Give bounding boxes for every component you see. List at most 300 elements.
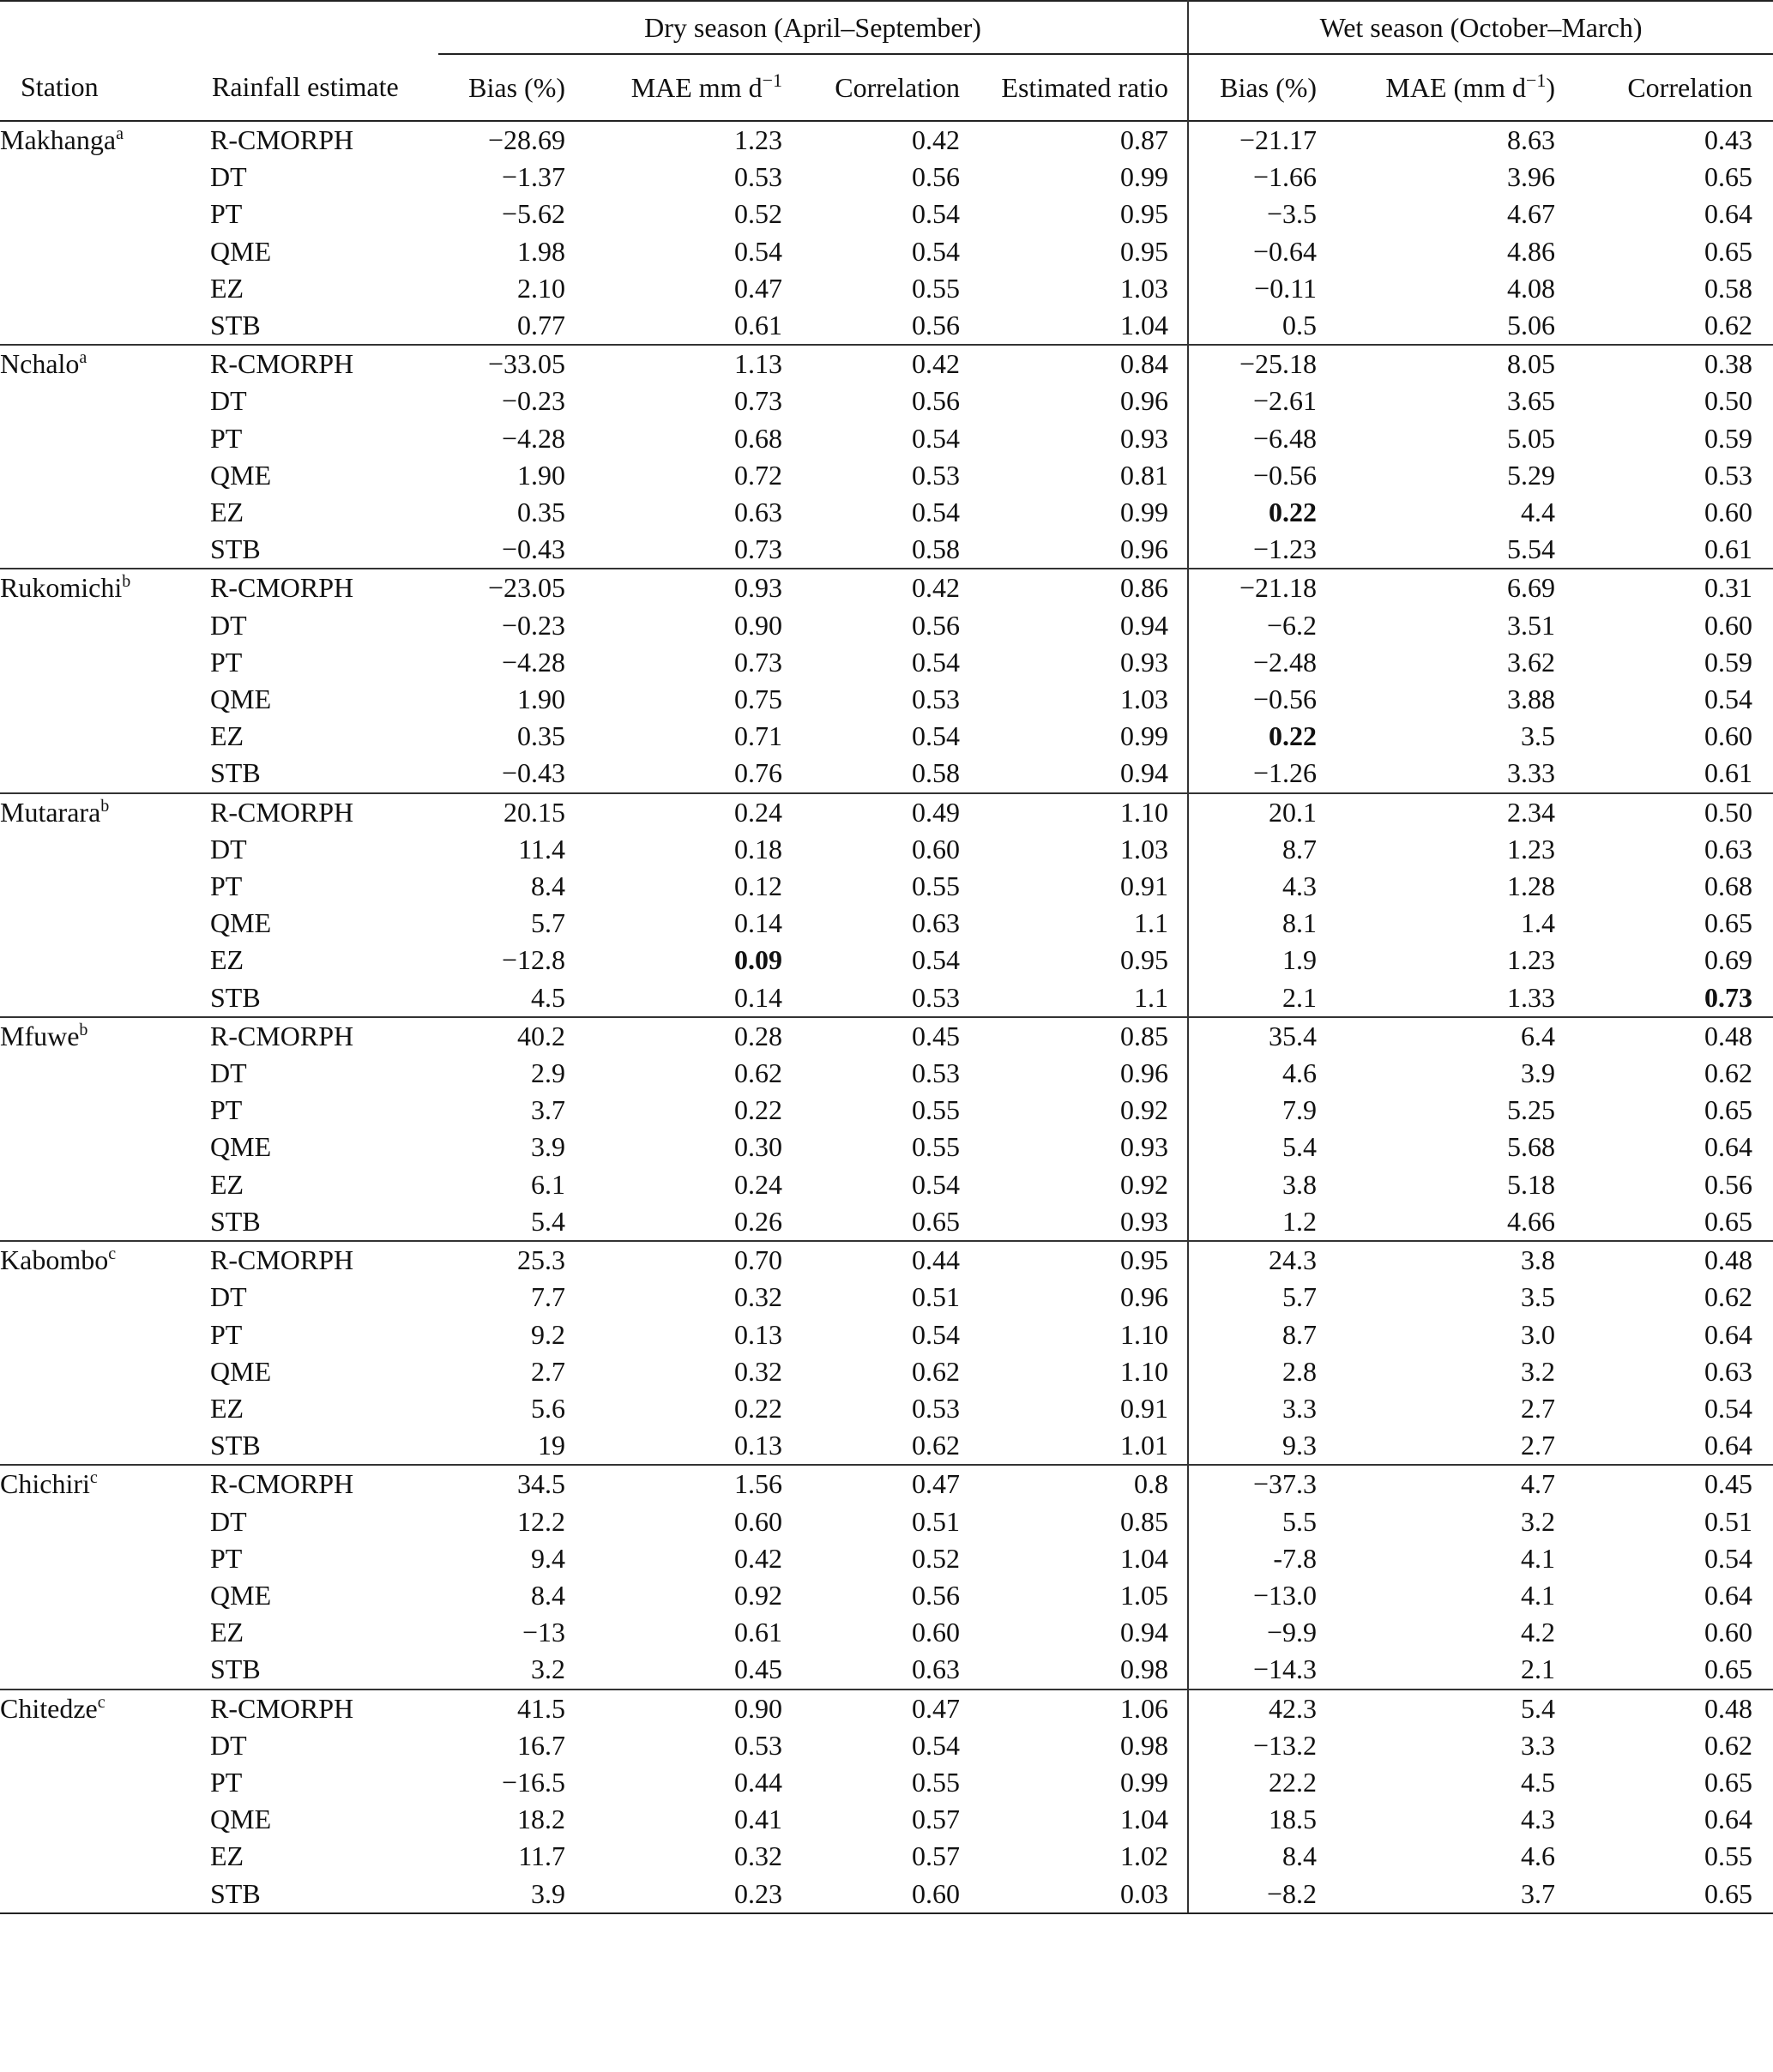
station-cell: [0, 1279, 210, 1316]
estimated-ratio-cell: 1.04: [1120, 1542, 1169, 1574]
station-cell: [0, 681, 210, 718]
station-label: Mfuwe: [0, 1020, 80, 1051]
estimated-ratio-cell: 0.91: [1120, 1392, 1169, 1424]
dry-mae-cell: 0.24: [734, 1168, 782, 1200]
dry-bias-header: Bias (%): [468, 71, 565, 103]
wet-bias-cell: 1.9: [1188, 942, 1317, 979]
dry-correlation-cell: 0.56: [912, 385, 960, 417]
wet-correlation-cell: 0.54: [1704, 684, 1753, 715]
dry-mae-cell: 0.62: [734, 1057, 782, 1089]
rainfall-estimate-cell: DT: [210, 609, 247, 641]
wet-bias-cell: 5.5: [1188, 1503, 1317, 1540]
estimated-ratio-cell: 0.87: [1120, 124, 1169, 155]
estimated-ratio-cell: 0.93: [960, 1203, 1188, 1241]
wet-mae-cell: 3.2: [1521, 1355, 1556, 1387]
wet-bias-cell: 4.3: [1188, 868, 1317, 905]
table-row: [0, 1316, 1773, 1353]
wet-bias-cell: 2.8: [1188, 1353, 1317, 1390]
wet-mae-cell: 1.4: [1521, 907, 1556, 939]
rainfall-estimate-cell: EZ: [210, 720, 244, 752]
station-cell: [0, 905, 210, 942]
station-cell: [0, 531, 210, 569]
dry-bias-cell: 3.2: [438, 1651, 565, 1689]
dry-mae-cell: 0.13: [734, 1318, 782, 1350]
estimated-ratio-cell: 0.86: [1120, 572, 1169, 604]
wet-bias-cell: 3.8: [1188, 1166, 1317, 1203]
table-row: [0, 1129, 1773, 1166]
table-row: [0, 1055, 1773, 1092]
dry-correlation-cell: 0.62: [782, 1427, 960, 1465]
estimated-ratio-cell: 0.96: [1120, 385, 1169, 417]
wet-mae-cell: 3.3: [1521, 1729, 1556, 1761]
dry-correlation-cell: 0.53: [782, 979, 960, 1017]
wet-correlation-cell: [1555, 979, 1773, 1017]
station-cell: [0, 1764, 210, 1801]
estimated-ratio-cell: 1.1: [1134, 907, 1169, 939]
rainfall-estimate-cell: PT: [210, 646, 243, 678]
wet-bias-cell: 1.2: [1188, 1203, 1317, 1241]
dry-correlation-cell: 0.55: [912, 870, 960, 902]
rainfall-estimate-cell: QME: [210, 1355, 272, 1387]
wet-bias-cell: −37.3: [1188, 1465, 1317, 1503]
dry-mae-cell: 0.92: [734, 1579, 782, 1611]
rainfall-estimate-cell: R-CMORPH: [210, 796, 354, 828]
dry-bias-cell: 3.9: [531, 1131, 565, 1163]
best-value: 0.22: [1269, 720, 1318, 752]
wet-bias-cell: −3.5: [1188, 196, 1317, 232]
table-row: [0, 307, 1773, 345]
dry-mae-cell: 0.13: [565, 1427, 782, 1465]
estimated-ratio-cell: 1.10: [1120, 1355, 1169, 1387]
wet-mae-cell: 5.18: [1507, 1168, 1556, 1200]
wet-correlation-cell: 0.31: [1704, 572, 1753, 604]
rainfall-estimate-cell: R-CMORPH: [210, 1692, 354, 1724]
best-value: 0.73: [1704, 981, 1753, 1013]
dry-correlation-cell: 0.42: [912, 572, 960, 604]
wet-correlation-cell: 0.60: [1704, 497, 1753, 528]
station-footnote-mark: c: [97, 1692, 106, 1712]
rainfall-estimate-cell: EZ: [210, 944, 244, 976]
wet-bias-cell: 0.5: [1188, 307, 1317, 345]
wet-bias-cell: 24.3: [1188, 1241, 1317, 1279]
station-cell: [0, 1055, 210, 1092]
station-cell: [0, 942, 210, 979]
station-footnote-mark: c: [89, 1468, 98, 1488]
dry-bias-cell: 5.6: [531, 1392, 565, 1424]
dry-mae-cell: 0.90: [734, 609, 782, 641]
table-row: [0, 1241, 1773, 1279]
wet-mae-cell: 1.23: [1507, 833, 1556, 864]
rainfall-estimate-cell: PT: [210, 422, 243, 454]
station-name: [0, 1468, 98, 1499]
dry-bias-cell: 40.2: [517, 1020, 565, 1051]
estimated-ratio-cell: 1.03: [1120, 272, 1169, 304]
dry-mae-cell: 0.90: [734, 1692, 782, 1724]
wet-mae-cell: 5.05: [1507, 422, 1556, 454]
station-cell: [0, 233, 210, 270]
wet-correlation-cell: 0.53: [1704, 459, 1753, 491]
wet-bias-cell: −2.48: [1188, 644, 1317, 681]
station-cell: [0, 1129, 210, 1166]
table-row: [0, 831, 1773, 868]
estimated-ratio-cell: 0.95: [1120, 1244, 1169, 1276]
dry-bias-cell: 0.35: [517, 497, 565, 528]
table-row: [0, 1353, 1773, 1390]
table-row: [0, 1279, 1773, 1316]
station-cell: [0, 159, 210, 196]
wet-bias-cell: −14.3: [1188, 1651, 1317, 1689]
wet-bias-cell: 2.1: [1188, 979, 1317, 1017]
dry-mae-cell: 0.72: [734, 459, 782, 491]
wet-mae-cell: 3.7: [1317, 1876, 1555, 1913]
dry-correlation-cell: 0.54: [912, 198, 960, 230]
blank-header-cell: [0, 1, 438, 54]
wet-correlation-cell: 0.45: [1704, 1468, 1753, 1500]
dry-correlation-cell: 0.42: [912, 124, 960, 155]
wet-bias-cell: 7.9: [1188, 1092, 1317, 1129]
wet-bias-cell: −1.23: [1188, 531, 1317, 569]
wet-bias-cell: −8.2: [1188, 1876, 1317, 1913]
dry-mae-cell: 0.52: [734, 198, 782, 230]
estimated-ratio-cell: 0.94: [1120, 1617, 1169, 1648]
estimated-ratio-cell: 0.95: [1120, 944, 1169, 976]
dry-bias-cell: 1.90: [517, 684, 565, 715]
wet-mae-cell: 3.62: [1507, 646, 1556, 678]
estimated-ratio-cell: 0.99: [1120, 1766, 1169, 1798]
dry-correlation-cell: 0.58: [782, 531, 960, 569]
dry-mae-cell: 0.32: [734, 1355, 782, 1387]
rainfall-estimate-cell: QME: [210, 1579, 272, 1611]
wet-mae-cell: 3.0: [1521, 1318, 1556, 1350]
dry-mae-cell: 0.24: [734, 796, 782, 828]
station-cell: [0, 1503, 210, 1540]
wet-correlation-cell: 0.68: [1704, 870, 1753, 902]
rainfall-estimate-cell: DT: [210, 1505, 247, 1537]
dry-bias-cell: −13: [522, 1617, 565, 1648]
station-cell: [0, 644, 210, 681]
estimated-ratio-cell: 0.96: [1120, 1281, 1169, 1313]
rainfall-estimate-cell: EZ: [210, 497, 244, 528]
station-footnote-mark: a: [116, 124, 124, 143]
station-name: [0, 1693, 106, 1724]
table-row: [0, 1614, 1773, 1651]
station-cell: [0, 1801, 210, 1838]
wet-mae-cell: 5.54: [1317, 531, 1555, 569]
dry-mae-cell: 0.73: [734, 646, 782, 678]
table-row: [0, 345, 1773, 382]
table-row: [0, 681, 1773, 718]
wet-bias-cell: −0.56: [1188, 457, 1317, 494]
rainfall-estimate-cell: EZ: [210, 1840, 244, 1872]
station-cell: [0, 1614, 210, 1651]
station-cell: [0, 755, 210, 792]
station-cell: [0, 382, 210, 419]
wet-correlation-cell: 0.62: [1704, 1729, 1753, 1761]
dry-correlation-cell: 0.51: [912, 1505, 960, 1537]
wet-mae-cell: 3.96: [1507, 161, 1556, 193]
dry-bias-cell: −12.8: [501, 944, 565, 976]
best-value: 0.09: [734, 944, 782, 976]
dry-bias-cell: 8.4: [531, 870, 565, 902]
rainfall-estimate-cell: DT: [210, 161, 247, 193]
rainfall-estimate-cell: QME: [210, 684, 272, 715]
wet-mae-cell: 4.7: [1521, 1468, 1556, 1500]
table-row: [0, 457, 1773, 494]
rainfall-estimate-cell: QME: [210, 235, 272, 267]
table-row: [0, 1690, 1773, 1727]
station-cell: [0, 1390, 210, 1427]
wet-correlation-cell: 0.65: [1704, 235, 1753, 267]
estimated-ratio-cell: 1.04: [960, 307, 1188, 345]
table-row: [0, 270, 1773, 307]
station-name: [0, 797, 109, 828]
dry-bias-cell: 20.15: [504, 796, 565, 828]
wet-bias-cell: −6.48: [1188, 420, 1317, 457]
station-cell: [0, 979, 210, 1017]
station-cell: [0, 1838, 210, 1875]
station-cell: [0, 793, 210, 831]
dry-correlation-cell: 0.42: [912, 348, 960, 380]
dry-mae-cell: 0.41: [734, 1804, 782, 1835]
wet-bias-cell: −6.2: [1188, 607, 1317, 644]
estimated-ratio-cell: 1.10: [1120, 796, 1169, 828]
dry-mae-cell: 0.14: [734, 907, 782, 939]
wet-correlation-cell: 0.65: [1555, 1651, 1773, 1689]
estimated-ratio-cell: 1.04: [1120, 1804, 1169, 1835]
table-row: [0, 420, 1773, 457]
estimated-ratio-cell: 1.06: [1120, 1692, 1169, 1724]
wet-correlation-cell: 0.61: [1555, 531, 1773, 569]
dry-mae-cell: 0.54: [734, 235, 782, 267]
dry-correlation-cell: 0.55: [912, 1131, 960, 1163]
dry-mae-cell: 0.53: [734, 161, 782, 193]
dry-mae-cell: 0.61: [565, 307, 782, 345]
estimated-ratio-cell: 0.92: [1120, 1168, 1169, 1200]
wet-mae-cell: 8.05: [1507, 348, 1556, 380]
dry-correlation-cell: 0.56: [912, 609, 960, 641]
table-row: [0, 1092, 1773, 1129]
station-cell: [0, 1540, 210, 1577]
table-row: [0, 233, 1773, 270]
wet-bias-cell: −21.17: [1188, 121, 1317, 159]
dry-correlation-cell: 0.57: [912, 1840, 960, 1872]
dry-bias-cell: −33.05: [487, 348, 565, 380]
dry-mae-cell: 0.71: [734, 720, 782, 752]
station-cell: [0, 1465, 210, 1503]
wet-mae-cell: 1.23: [1507, 944, 1556, 976]
wet-bias-cell: 5.4: [1188, 1129, 1317, 1166]
dry-mae-cell: 0.32: [734, 1281, 782, 1313]
table-row: [0, 1203, 1773, 1241]
wet-correlation-cell: 0.50: [1704, 796, 1753, 828]
station-cell: [0, 718, 210, 755]
dry-bias-cell: −0.23: [501, 609, 565, 641]
estimated-ratio-cell: 0.8: [1134, 1468, 1169, 1500]
dry-correlation-cell: 0.55: [912, 1094, 960, 1126]
dry-mae-cell: 0.73: [734, 385, 782, 417]
station-footnote-mark: c: [108, 1244, 117, 1264]
table-row: [0, 1838, 1773, 1875]
wet-correlation-cell: 0.64: [1704, 1804, 1753, 1835]
dry-mae-cell: 0.61: [734, 1617, 782, 1648]
dry-correlation-cell: 0.52: [912, 1542, 960, 1574]
wet-correlation-cell: 0.65: [1704, 1766, 1753, 1798]
dry-correlation-cell: 0.63: [782, 1651, 960, 1689]
dry-mae-cell: 0.93: [734, 572, 782, 604]
dry-bias-cell: 4.5: [438, 979, 565, 1017]
wet-correlation-cell: 0.62: [1704, 1057, 1753, 1089]
dry-mae-exponent: −1: [762, 69, 782, 91]
wet-mae-cell: 5.06: [1317, 307, 1555, 345]
dry-correlation-cell: 0.53: [912, 1392, 960, 1424]
estimated-ratio-cell: 1.10: [1120, 1318, 1169, 1350]
wet-correlation-cell: 0.58: [1704, 272, 1753, 304]
wet-bias-cell: −9.9: [1188, 1614, 1317, 1651]
dry-mae-cell: 0.22: [734, 1094, 782, 1126]
wet-bias-cell: 8.7: [1188, 831, 1317, 868]
wet-mae-cell: 3.9: [1521, 1057, 1556, 1089]
dry-mae-cell: 0.73: [565, 531, 782, 569]
dry-bias-cell: 16.7: [517, 1729, 565, 1761]
wet-correlation-header: Correlation: [1627, 71, 1753, 103]
dry-mae-cell: 0.60: [734, 1505, 782, 1537]
dry-correlation-cell: 0.57: [912, 1804, 960, 1835]
wet-mae-cell: 3.2: [1521, 1505, 1556, 1537]
rainfall-estimate-cell: DT: [210, 833, 247, 864]
dry-bias-cell: 11.7: [518, 1840, 565, 1872]
dry-correlation-cell: 0.54: [912, 1729, 960, 1761]
dry-correlation-cell: 0.54: [912, 944, 960, 976]
dry-correlation-cell: 0.53: [912, 684, 960, 715]
dry-correlation-cell: 0.58: [782, 755, 960, 792]
table-row: [0, 1577, 1773, 1614]
wet-bias-cell: 35.4: [1188, 1017, 1317, 1055]
table-row: [0, 494, 1773, 531]
station-cell: [0, 457, 210, 494]
rainfall-estimate-cell: STB: [210, 1203, 438, 1241]
table-row: [0, 1166, 1773, 1203]
estimated-ratio-cell: 0.99: [1120, 161, 1169, 193]
estimated-ratio-cell: 1.02: [1120, 1840, 1169, 1872]
rainfall-estimate-cell: PT: [210, 1766, 243, 1798]
dry-bias-cell: −0.43: [438, 531, 565, 569]
table-row: [0, 1427, 1773, 1465]
dry-bias-cell: 9.2: [531, 1318, 565, 1350]
dry-correlation-cell: 0.56: [912, 161, 960, 193]
table-row: [0, 1017, 1773, 1055]
dry-mae-cell: 0.18: [734, 833, 782, 864]
rainfall-estimate-cell: PT: [210, 1094, 243, 1126]
dry-bias-cell: 2.7: [531, 1355, 565, 1387]
wet-correlation-cell: 0.48: [1704, 1692, 1753, 1724]
station-footnote-mark: b: [79, 1020, 88, 1039]
station-cell: [0, 1353, 210, 1390]
rainfall-estimate-cell: DT: [210, 1057, 247, 1089]
dry-correlation-cell: 0.60: [912, 1617, 960, 1648]
estimated-ratio-cell: 0.99: [1120, 720, 1169, 752]
dry-bias-cell: −5.62: [501, 198, 565, 230]
station-label: Kabombo: [0, 1244, 109, 1276]
rainfall-estimate-cell: R-CMORPH: [210, 1244, 354, 1276]
wet-correlation-cell: 0.64: [1704, 1579, 1753, 1611]
wet-mae-cell: 2.34: [1507, 796, 1556, 828]
column-header-row: [0, 54, 1773, 121]
estimated-ratio-cell: 0.03: [960, 1876, 1188, 1913]
station-cell: [0, 1241, 210, 1279]
table-row: [0, 905, 1773, 942]
station-cell: [0, 1727, 210, 1764]
dry-bias-cell: −1.37: [501, 161, 565, 193]
station-cell: [0, 1092, 210, 1129]
estimated-ratio-cell: 1.01: [960, 1427, 1188, 1465]
table-row: [0, 644, 1773, 681]
wet-correlation-cell: 0.43: [1704, 124, 1753, 155]
rainfall-estimate-cell: QME: [210, 1131, 272, 1163]
dry-correlation-cell: 0.54: [912, 497, 960, 528]
best-value: 0.22: [1269, 497, 1318, 528]
wet-bias-cell: 20.1: [1188, 793, 1317, 831]
wet-mae-cell: 2.1: [1317, 1651, 1555, 1689]
dry-bias-cell: −4.28: [501, 646, 565, 678]
wet-correlation-cell: 0.60: [1704, 720, 1753, 752]
wet-correlation-cell: 0.69: [1704, 944, 1753, 976]
dry-mae-cell: 0.44: [734, 1766, 782, 1798]
wet-bias-cell: −13.0: [1188, 1577, 1317, 1614]
table-row: [0, 1801, 1773, 1838]
wet-bias-cell: −0.64: [1188, 233, 1317, 270]
wet-bias-cell: −1.66: [1188, 159, 1317, 196]
wet-correlation-cell: 0.48: [1704, 1244, 1753, 1276]
table-row: [0, 607, 1773, 644]
table-row: [0, 1764, 1773, 1801]
wet-mae-label: MAE (mm d: [1385, 71, 1526, 103]
station-cell: [0, 831, 210, 868]
station-cell: [0, 1651, 210, 1689]
station-label: Chichiri: [0, 1468, 90, 1500]
wet-mae-cell: 1.28: [1507, 870, 1556, 902]
dry-bias-cell: −0.23: [501, 385, 565, 417]
station-name: [0, 124, 124, 155]
wet-bias-cell: 5.7: [1188, 1279, 1317, 1316]
rainfall-estimate-cell: EZ: [210, 1168, 244, 1200]
station-label: Chitedze: [0, 1692, 98, 1724]
wet-bias-cell: 8.7: [1188, 1316, 1317, 1353]
table-row: [0, 718, 1773, 755]
wet-correlation-cell: 0.65: [1555, 1203, 1773, 1241]
wet-mae-cell: 4.66: [1317, 1203, 1555, 1241]
dry-correlation-cell: 0.54: [912, 720, 960, 752]
station-cell: [0, 307, 210, 345]
wet-bias-cell: 8.4: [1188, 1838, 1317, 1875]
wet-correlation-cell: 0.63: [1704, 1355, 1753, 1387]
wet-mae-cell: 2.7: [1317, 1427, 1555, 1465]
dry-mae-cell: 0.47: [734, 272, 782, 304]
dry-mae-cell: 1.23: [734, 124, 782, 155]
dry-mae-cell: 0.45: [565, 1651, 782, 1689]
wet-mae-cell: 5.4: [1521, 1692, 1556, 1724]
rainfall-estimate-cell: STB: [210, 979, 438, 1017]
wet-mae-cell: 3.8: [1521, 1244, 1556, 1276]
dry-bias-cell: 0.35: [517, 720, 565, 752]
dry-correlation-cell: 0.47: [912, 1468, 960, 1500]
table-row: [0, 569, 1773, 606]
wet-bias-cell: 9.3: [1188, 1427, 1317, 1465]
dry-mae-label: MAE mm d: [630, 71, 763, 103]
dry-bias-cell: 5.4: [438, 1203, 565, 1241]
estimated-ratio-cell: 1.1: [960, 979, 1188, 1017]
table-row: [0, 793, 1773, 831]
dry-bias-cell: 41.5: [517, 1692, 565, 1724]
